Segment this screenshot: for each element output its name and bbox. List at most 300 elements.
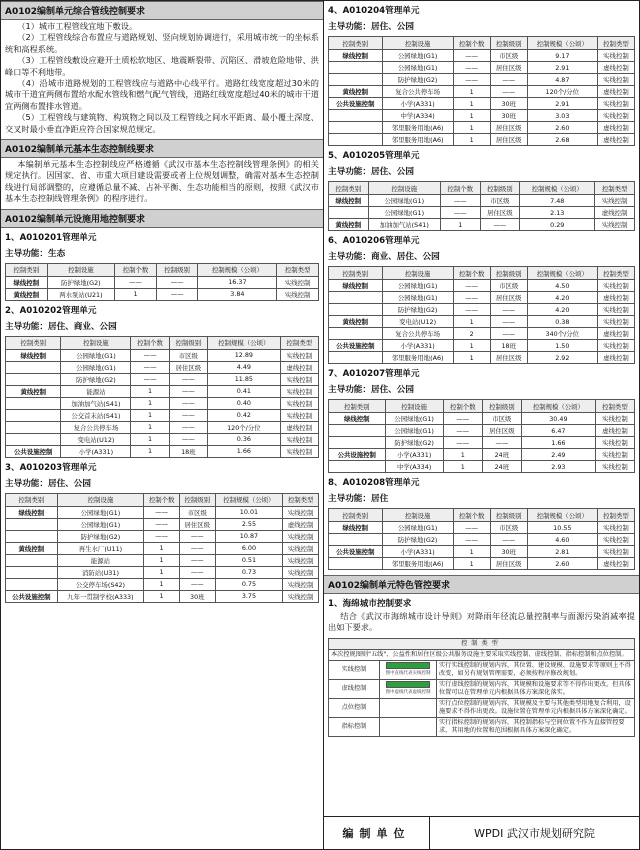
table-cell: 0.51 (215, 554, 283, 566)
table-cell: 公共设施控制 (329, 449, 386, 461)
column-header: 控制级别 (490, 509, 527, 522)
unit-function: 主导功能：居住、公园 (328, 167, 414, 177)
table-cell: 0.42 (208, 409, 281, 421)
table-cell: 4.20 (527, 304, 597, 316)
legend-sample-label: 图中直线代表实线控制 (385, 670, 431, 676)
table-cell: 16.37 (198, 276, 277, 288)
left-column (1, 1, 324, 849)
table-cell (6, 578, 58, 590)
table-cell: 实线控制 (280, 433, 318, 445)
table-cell: 防护绿地(G2) (47, 276, 115, 288)
table-row (329, 207, 635, 219)
table-cell: 公交停车场(S42) (57, 578, 144, 590)
table-cell: 小学(A331) (382, 340, 453, 352)
column-header: 控制级别 (480, 182, 520, 195)
table-cell: 1 (453, 98, 490, 110)
table-row (329, 304, 635, 316)
table-row (329, 50, 635, 62)
column-header: 控制规模（公顷） (521, 400, 595, 413)
table-row (6, 373, 319, 385)
column-header: 控制规模（公顷） (527, 267, 597, 280)
table-cell: 变电站(U12) (61, 433, 131, 445)
column-header: 控制类型 (597, 37, 634, 50)
table-cell: 1 (453, 110, 490, 122)
table-row (6, 530, 319, 542)
table-cell: 1 (115, 288, 157, 300)
table-cell: 公园绿地(G1) (382, 280, 453, 292)
table-cell: 能源站 (61, 385, 131, 397)
table-cell (329, 292, 383, 304)
column-header: 控制个数 (131, 336, 169, 349)
table-cell: 公园绿地(G1) (368, 195, 440, 207)
table-cell: —— (144, 506, 180, 518)
table-cell (6, 397, 61, 409)
table-cell: 实线控制 (283, 590, 319, 602)
table-cell: —— (144, 518, 180, 530)
control-table (328, 508, 635, 570)
table-cell: 0.29 (520, 219, 595, 231)
table-cell: 4.60 (527, 534, 597, 546)
table-cell: 实线控制 (597, 74, 634, 86)
unit-title: 5、A010205管理单元 (328, 151, 420, 161)
table-cell: 实线控制 (283, 578, 319, 590)
table-row (329, 449, 635, 461)
unit-function: 主导功能：生态 (5, 248, 66, 259)
table-cell: 居住区级 (490, 292, 527, 304)
table-cell: 1 (453, 122, 490, 134)
table-cell: 居住区级 (490, 558, 527, 570)
table-cell: 居住区级 (169, 361, 207, 373)
table-cell: —— (443, 437, 482, 449)
legend-row (329, 679, 635, 698)
table-cell: 1.66 (208, 445, 281, 457)
table-cell: —— (169, 433, 207, 445)
table-cell: —— (169, 385, 207, 397)
table-row (6, 361, 319, 373)
table-cell: —— (482, 437, 521, 449)
table-row (6, 554, 319, 566)
table-cell: 0.75 (215, 578, 283, 590)
table-cell: 绿线控制 (329, 50, 383, 62)
table-cell: —— (169, 409, 207, 421)
table-row (6, 506, 319, 518)
legend-sample-label: 图中虚线代表虚线控制 (385, 689, 431, 695)
table-cell: 公园绿地(G1) (382, 292, 453, 304)
table-cell: 虚线控制 (280, 421, 318, 433)
table-cell: 虚线控制 (597, 134, 634, 146)
table-cell: —— (490, 304, 527, 316)
column-header: 控制个数 (443, 400, 482, 413)
control-table (328, 266, 635, 364)
table-cell: —— (490, 328, 527, 340)
column-header: 控制设施 (382, 509, 453, 522)
table-cell: 防护绿地(G2) (382, 74, 453, 86)
column-header: 控制类型 (280, 336, 318, 349)
table-header-row (329, 267, 635, 280)
table-cell (6, 361, 61, 373)
column-header: 控制级别 (169, 336, 207, 349)
table-cell: 实线控制 (595, 437, 634, 449)
table-row (329, 86, 635, 98)
unit-function: 主导功能：居住、公园 (328, 385, 414, 395)
unit-title: 8、A010208管理单元 (328, 478, 420, 488)
legend-intro: 本次控规图则"五线"、公益性和居住区级公共服务设施主要采取实线控制、虚线控制、指标控制和点位控制。 (329, 649, 635, 660)
table-cell: —— (156, 276, 198, 288)
table-cell: 实线控制 (595, 195, 635, 207)
table-cell: 1 (453, 546, 490, 558)
table-cell (329, 558, 383, 570)
table-cell: 居住区级 (179, 518, 215, 530)
control-type-legend (328, 638, 635, 737)
table-cell: 绿线控制 (6, 349, 61, 361)
table-cell: 1 (144, 566, 180, 578)
legend-sample-cell (380, 717, 437, 736)
table-cell: 复合公共停车场 (382, 328, 453, 340)
table-cell: 24班 (482, 461, 521, 473)
table-cell: 实线控制 (280, 409, 318, 421)
table-cell: 实线控制 (597, 304, 634, 316)
table-cell: 小学(A331) (385, 449, 443, 461)
table-cell: 1 (131, 445, 169, 457)
table-cell: 实线控制 (595, 449, 634, 461)
column-header: 控制类别 (329, 37, 383, 50)
legend-desc: 实行指标控制的规划内容，其控制指标与空间位置不作为直接管控要求，其用地的位置和范围根据具体方案深化确定。 (437, 717, 635, 736)
table-cell: —— (169, 397, 207, 409)
table-cell: 4.49 (208, 361, 281, 373)
table-cell: 2.93 (521, 461, 595, 473)
table-cell: 3.03 (527, 110, 597, 122)
table-cell: 加油加气站(S41) (368, 219, 440, 231)
table-cell: —— (131, 361, 169, 373)
control-table (328, 181, 635, 231)
control-table (328, 36, 635, 146)
legend-name: 虚线控制 (329, 679, 380, 698)
column-header: 控制类别 (329, 182, 369, 195)
table-cell: 实线控制 (597, 340, 634, 352)
table-cell: 虚线控制 (595, 207, 635, 219)
table-cell: 1 (144, 578, 180, 590)
table-row (329, 522, 635, 534)
legend-desc: 实行实线控制的规划内容，其位置、建设规模、设施要求等原则上不得改变，如另有规划管理需要，必须按程序修改规划。 (437, 660, 635, 679)
column-header: 控制级别 (179, 493, 215, 506)
table-cell (329, 134, 383, 146)
table-cell: 1 (131, 409, 169, 421)
table-row (6, 433, 319, 445)
table-cell: 九年一贯制学校(A333) (57, 590, 144, 602)
table-cell: 1.66 (521, 437, 595, 449)
table-cell: 18班 (169, 445, 207, 457)
table-row (6, 445, 319, 457)
section-facility-title: A0102编制单元设施用地控制要求 (1, 209, 323, 228)
legend-sample-cell (380, 660, 437, 679)
table-row (6, 566, 319, 578)
table-cell: 11.85 (208, 373, 281, 385)
table-cell: 市区级 (490, 522, 527, 534)
table-cell: 防护绿地(G2) (382, 304, 453, 316)
line-sample (386, 681, 430, 688)
table-cell: 能源站 (57, 554, 144, 566)
table-cell: 0.41 (208, 385, 281, 397)
table-row (6, 276, 319, 288)
table-row (6, 397, 319, 409)
table-cell: 黄线控制 (329, 219, 369, 231)
table-cell: 公园绿地(G1) (385, 413, 443, 425)
column-header: 控制设施 (47, 263, 115, 276)
table-cell: 虚线控制 (597, 292, 634, 304)
table-cell: 市区级 (490, 280, 527, 292)
table-cell: 2.60 (527, 558, 597, 570)
table-row (329, 352, 635, 364)
table-cell: 30班 (490, 98, 527, 110)
table-cell (329, 437, 386, 449)
legend-row (329, 717, 635, 736)
column-header: 控制规模（公顷） (215, 493, 283, 506)
table-cell: 复合公共停车场 (382, 86, 453, 98)
paragraph: 本编制单元基本生态控制线应严格遵循《武汉市基本生态控制线管理条例》的相关规定执行。因国家、省、市重大项目建设需要或者上位规划调整，确需对基本生态控制线进行局部调整的，应遵循总量不减、占补平衡、生态功能相当的原则，按照《武汉市基本生态控制线管理条例》的程序进行。 (5, 159, 319, 204)
unit-title: 2、A010202管理单元 (5, 305, 97, 316)
table-cell (6, 421, 61, 433)
column-header: 控制规模（公顷） (208, 336, 281, 349)
table-cell: 公共设施控制 (6, 590, 58, 602)
column-header: 控制类型 (595, 400, 634, 413)
table-cell: 市区级 (482, 413, 521, 425)
table-cell: 实线控制 (283, 530, 319, 542)
section-pipeline-title: A0102编制单元综合管线控制要求 (1, 1, 323, 20)
table-cell: 虚线控制 (597, 62, 634, 74)
table-cell: 邻里服务用地(A6) (382, 122, 453, 134)
line-sample (386, 662, 430, 669)
table-cell: —— (156, 288, 198, 300)
column-header: 控制设施 (385, 400, 443, 413)
column-header: 控制设施 (382, 267, 453, 280)
table-cell (6, 373, 61, 385)
table-header-row (329, 182, 635, 195)
table-row (329, 461, 635, 473)
table-cell: —— (179, 578, 215, 590)
table-cell: 30.49 (521, 413, 595, 425)
table-cell: 虚线控制 (597, 352, 634, 364)
column-header: 控制规模（公顷） (198, 263, 277, 276)
table-cell: 虚线控制 (597, 328, 634, 340)
table-cell: 消防站(U31) (57, 566, 144, 578)
table-cell (329, 207, 369, 219)
table-cell: 再生水厂(U11) (57, 542, 144, 554)
table-cell: 虚线控制 (597, 558, 634, 570)
table-cell: 1 (440, 219, 480, 231)
table-cell: 30班 (490, 546, 527, 558)
table-cell: —— (440, 195, 480, 207)
table-row (329, 316, 635, 328)
column-header: 控制规模（公顷） (520, 182, 595, 195)
table-cell: 2.49 (521, 449, 595, 461)
sponge-city-text: 结合《武汉市海绵城市设计导则》对降雨年径流总量控制率与面源污染消减率提出如下要求。 (328, 611, 635, 633)
table-cell: —— (179, 566, 215, 578)
table-cell (329, 461, 386, 473)
table-cell (329, 352, 383, 364)
legend-name: 实线控制 (329, 660, 380, 679)
table-cell: 黄线控制 (6, 385, 61, 397)
table-cell: 居住区级 (480, 207, 520, 219)
paragraph: （2）工程管线综合布置应与道路规划、竖向规划协调进行，采用城市统一的坐标系统和高程系统。 (5, 32, 319, 54)
table-cell: 1 (443, 449, 482, 461)
table-cell: —— (453, 534, 490, 546)
table-cell: 6.00 (215, 542, 283, 554)
column-header: 控制个数 (144, 493, 180, 506)
table-cell (6, 433, 61, 445)
table-cell: 实线控制 (280, 385, 318, 397)
section-ecology-title: A0102编制单元基本生态控制线要求 (1, 139, 323, 158)
table-cell: 居住区级 (490, 122, 527, 134)
table-cell: 黄线控制 (6, 288, 48, 300)
table-cell: 绿线控制 (329, 195, 369, 207)
table-cell: 公园绿地(G1) (57, 506, 144, 518)
unit-function: 主导功能：居住、公园 (328, 22, 414, 32)
table-cell: 6.47 (521, 425, 595, 437)
table-cell: 4.20 (527, 292, 597, 304)
table-cell: 实线控制 (597, 534, 634, 546)
table-cell: 防护绿地(G2) (382, 534, 453, 546)
column-header: 控制类别 (6, 263, 48, 276)
table-row (329, 62, 635, 74)
column-header: 控制设施 (57, 493, 144, 506)
footer-org: WPDI 武汉市规划研究院 (474, 827, 595, 840)
column-header: 控制个数 (115, 263, 157, 276)
table-cell: 公共设施控制 (6, 445, 61, 457)
table-row (6, 518, 319, 530)
table-cell: 公园绿地(G1) (61, 349, 131, 361)
table-cell: 24班 (482, 449, 521, 461)
control-table (5, 336, 319, 458)
table-cell: 1 (453, 316, 490, 328)
table-cell: 市区级 (490, 50, 527, 62)
unit-title: 6、A010206管理单元 (328, 236, 420, 246)
table-cell: 实线控制 (283, 566, 319, 578)
table-cell: —— (131, 373, 169, 385)
column-header: 控制设施 (368, 182, 440, 195)
table-row (329, 219, 635, 231)
column-header: 控制个数 (453, 267, 490, 280)
control-table (328, 399, 635, 473)
table-cell: 邻里服务用地(A6) (382, 558, 453, 570)
table-header-row (6, 336, 319, 349)
table-cell: 10.87 (215, 530, 283, 542)
table-row (6, 542, 319, 554)
table-cell: —— (453, 280, 490, 292)
paragraph: （4）沿城市道路规划的工程管线应与道路中心线平行。道路红线宽度超过30米的城市干道宜两侧布置给水配水管线和燃气配气管线，道路红线宽度超过40米的城市干道宜两侧布置排水管道。 (5, 78, 319, 111)
table-cell: 中学(A334) (385, 461, 443, 473)
legend-sample-cell (380, 698, 437, 717)
table-cell: 公共设施控制 (329, 546, 383, 558)
table-cell: 1 (453, 134, 490, 146)
table-row (329, 413, 635, 425)
table-cell: —— (490, 316, 527, 328)
table-cell: —— (453, 304, 490, 316)
table-row (329, 425, 635, 437)
table-cell: 防护绿地(G2) (385, 437, 443, 449)
table-cell: 1 (131, 433, 169, 445)
table-cell: 0.38 (527, 316, 597, 328)
table-row (6, 349, 319, 361)
table-cell (329, 304, 383, 316)
legend-name: 指标控制 (329, 717, 380, 736)
table-cell: 2.91 (527, 98, 597, 110)
table-cell: —— (179, 530, 215, 542)
paragraph: （5）工程管线与建筑物、构筑物之间以及工程管线之间水平距离、最小覆土深度、交叉时最小垂直净距应符合国家规范规定。 (5, 112, 319, 134)
unit-title: 3、A010203管理单元 (5, 462, 97, 473)
table-row (329, 292, 635, 304)
table-cell: 9.17 (527, 50, 597, 62)
table-cell: 虚线控制 (595, 425, 634, 437)
table-row (329, 534, 635, 546)
table-cell: —— (490, 534, 527, 546)
unit-function: 主导功能：商业、居住、公园 (328, 252, 440, 262)
table-cell: 实线控制 (280, 397, 318, 409)
table-cell: 1 (131, 397, 169, 409)
table-cell: —— (490, 86, 527, 98)
table-cell: 居住区级 (490, 352, 527, 364)
column-header: 控制设施 (61, 336, 131, 349)
table-cell: —— (453, 50, 490, 62)
table-row (6, 409, 319, 421)
column-header: 控制级别 (490, 267, 527, 280)
column-header: 控制类别 (329, 267, 383, 280)
column-header: 控制个数 (440, 182, 480, 195)
table-cell: 2.81 (527, 546, 597, 558)
table-cell: 市区级 (480, 195, 520, 207)
table-cell: 1 (453, 86, 490, 98)
table-cell: 3.84 (198, 288, 277, 300)
legend-row (329, 660, 635, 679)
table-cell: 实线控制 (597, 522, 634, 534)
column-header: 控制类型 (283, 493, 319, 506)
left-unit-list (5, 233, 319, 603)
unit-function: 主导功能：居住 (328, 494, 389, 504)
table-cell: 4.87 (527, 74, 597, 86)
unit-title: 4、A010204管理单元 (328, 6, 420, 16)
table-cell: 虚线控制 (280, 361, 318, 373)
table-cell: 变电站(U12) (382, 316, 453, 328)
table-cell (329, 425, 386, 437)
table-cell: 实线控制 (595, 219, 635, 231)
table-cell: 黄线控制 (329, 86, 383, 98)
table-cell: 1 (131, 421, 169, 433)
table-cell: 小学(A331) (382, 98, 453, 110)
table-cell: 120个/分位 (527, 86, 597, 98)
control-table (5, 263, 319, 301)
table-cell: 居住区级 (490, 134, 527, 146)
table-cell: 1 (131, 385, 169, 397)
table-cell: 实线控制 (280, 445, 318, 457)
table-cell (6, 409, 61, 421)
table-cell: 10.01 (215, 506, 283, 518)
table-cell: 10.55 (527, 522, 597, 534)
table-cell: 绿线控制 (6, 276, 48, 288)
column-header: 控制类别 (329, 509, 383, 522)
table-cell (329, 62, 383, 74)
table-cell: 1 (144, 590, 180, 602)
table-row (329, 74, 635, 86)
table-cell: 0.73 (215, 566, 283, 578)
table-cell: 公共设施控制 (329, 340, 383, 352)
table-cell: 绿线控制 (329, 280, 383, 292)
table-cell: 加油加气站(S41) (61, 397, 131, 409)
table-cell: 2.91 (527, 62, 597, 74)
table-cell: —— (490, 74, 527, 86)
table-cell: 公园绿地(G1) (368, 207, 440, 219)
legend-sample-cell (380, 679, 437, 698)
table-row (6, 288, 319, 300)
table-cell: 防护绿地(G2) (57, 530, 144, 542)
